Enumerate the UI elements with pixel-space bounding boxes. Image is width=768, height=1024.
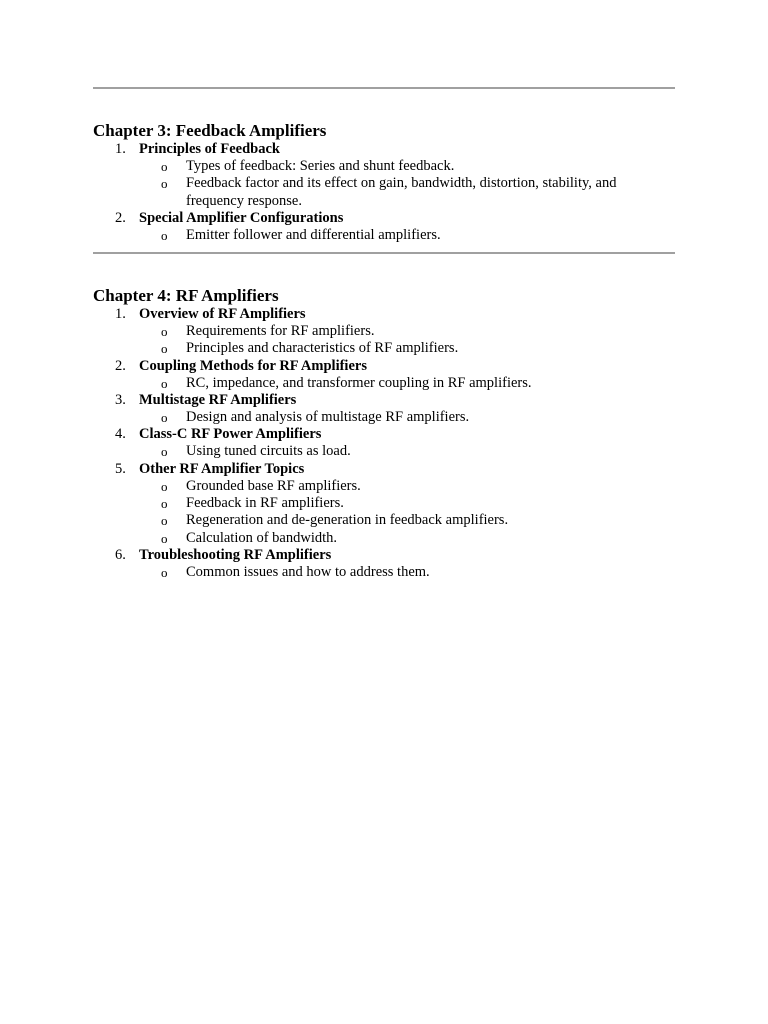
subtopic-list <box>93 564 675 581</box>
subtopic-item <box>93 340 656 357</box>
topic-heading <box>93 358 675 375</box>
subtopic-list <box>93 323 675 358</box>
topic-heading <box>93 547 675 564</box>
bullet-icon: o <box>161 341 168 357</box>
topic-title: Multistage RF Amplifiers <box>139 392 297 409</box>
topic-number: 2. <box>115 357 126 374</box>
topic-item <box>93 141 675 210</box>
topic-heading <box>93 426 675 443</box>
bullet-icon: o <box>161 564 168 580</box>
chapter-4-section <box>93 286 675 581</box>
bullet-icon: o <box>161 513 168 529</box>
subtopic-item <box>93 512 656 529</box>
chapter-4-title: Chapter 4: RF Amplifiers <box>93 286 279 306</box>
bullet-icon: o <box>161 227 168 243</box>
topic-heading <box>93 210 675 227</box>
document-page <box>93 0 675 581</box>
subtopic-text: Types of feedback: Series and shunt feedback. <box>186 158 455 174</box>
topic-number: 3. <box>115 392 126 409</box>
subtopic-text: Design and analysis of multistage RF amplifiers. <box>186 409 470 426</box>
topic-item <box>93 547 675 581</box>
subtopic-item <box>93 227 656 244</box>
subtopic-text: Feedback in RF amplifiers. <box>186 494 344 511</box>
topic-title: Other RF Amplifier Topics <box>139 460 305 477</box>
subtopic-item <box>93 175 656 210</box>
topic-number: 4. <box>115 426 126 443</box>
subtopic-text: Grounded base RF amplifiers. <box>186 477 361 494</box>
topic-item <box>93 358 675 392</box>
bullet-icon: o <box>161 495 168 511</box>
subtopic-item <box>93 495 656 512</box>
subtopic-text: Feedback factor and its effect on gain, bandwidth, distortion, stability, and frequency response. <box>186 175 617 209</box>
horizontal-rule <box>93 87 675 89</box>
subtopic-item <box>93 478 656 495</box>
bullet-icon: o <box>161 530 168 546</box>
topic-title: Principles of Feedback <box>139 141 280 157</box>
topic-item <box>93 461 675 547</box>
subtopic-text: Requirements for RF amplifiers. <box>186 323 375 340</box>
chapter-3-title: Chapter 3: Feedback Amplifiers <box>93 121 327 140</box>
chapter-4-topic-list <box>93 306 675 581</box>
bullet-icon: o <box>161 375 168 391</box>
topic-item <box>93 426 675 460</box>
topic-title: Troubleshooting RF Amplifiers <box>139 546 332 563</box>
subtopic-text: Using tuned circuits as load. <box>186 443 351 460</box>
subtopic-text: RC, impedance, and transformer coupling in RF amplifiers. <box>186 374 532 391</box>
topic-item <box>93 210 675 244</box>
topic-item <box>93 306 675 358</box>
subtopic-list <box>93 158 675 210</box>
subtopic-list <box>93 478 675 547</box>
subtopic-list <box>93 409 675 426</box>
horizontal-rule <box>93 252 675 254</box>
bullet-icon: o <box>161 176 168 192</box>
subtopic-list <box>93 375 675 392</box>
topic-item <box>93 392 675 426</box>
subtopic-item <box>93 158 656 175</box>
subtopic-text: Common issues and how to address them. <box>186 563 430 580</box>
topic-number: 2. <box>115 209 126 226</box>
topic-title: Class-C RF Power Amplifiers <box>139 426 322 443</box>
subtopic-text: Regeneration and de-generation in feedback amplifiers. <box>186 512 509 529</box>
topic-heading <box>93 306 675 323</box>
subtopic-text: Emitter follower and differential amplifiers. <box>186 226 441 243</box>
subtopic-item <box>93 564 656 581</box>
bullet-icon: o <box>161 324 168 340</box>
topic-number: 5. <box>115 460 126 477</box>
topic-number: 6. <box>115 546 126 563</box>
subtopic-item <box>93 375 656 392</box>
topic-number: 1. <box>115 306 126 323</box>
subtopic-item <box>93 409 656 426</box>
topic-number: 1. <box>115 141 126 157</box>
topic-title: Coupling Methods for RF Amplifiers <box>139 357 367 374</box>
subtopic-text: Calculation of bandwidth. <box>186 529 338 546</box>
bullet-icon: o <box>161 478 168 494</box>
subtopic-list <box>93 227 675 244</box>
subtopic-item <box>93 443 656 460</box>
bullet-icon: o <box>161 410 168 426</box>
bullet-icon: o <box>161 444 168 460</box>
chapter-3-topic-list <box>93 141 675 244</box>
topic-heading <box>93 461 675 478</box>
bullet-icon: o <box>161 159 168 174</box>
chapter-3-section <box>93 121 675 244</box>
topic-heading <box>93 141 675 158</box>
subtopic-item <box>93 530 656 547</box>
subtopic-item <box>93 323 656 340</box>
topic-heading <box>93 392 675 409</box>
subtopic-text: Principles and characteristics of RF amplifiers. <box>186 340 459 357</box>
topic-title: Overview of RF Amplifiers <box>139 306 306 323</box>
topic-title: Special Amplifier Configurations <box>139 209 344 226</box>
subtopic-list <box>93 443 675 460</box>
